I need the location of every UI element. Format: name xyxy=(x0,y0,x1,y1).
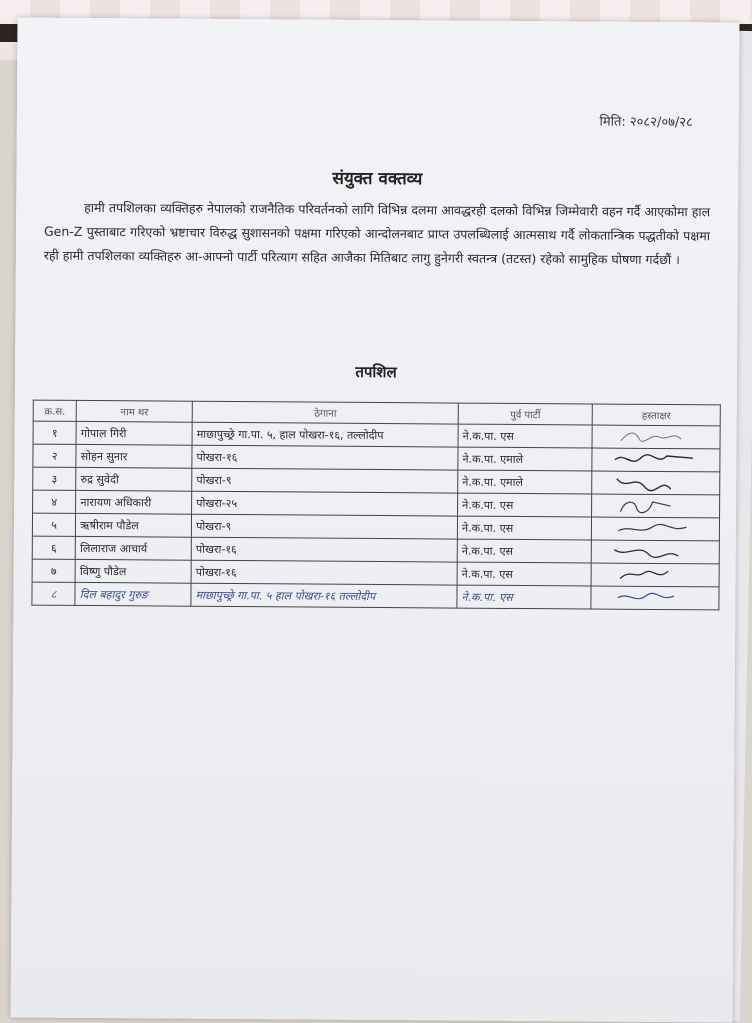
cell-sn: १ xyxy=(33,421,76,444)
cell-party: ने.क.पा. एस xyxy=(458,493,592,517)
cell-address: पोखरा-९ xyxy=(192,514,458,539)
details-heading: तपशिल xyxy=(355,362,397,382)
cell-sn: ७ xyxy=(32,559,75,582)
cell-signature xyxy=(591,540,719,564)
cell-party: ने.क.पा. एस xyxy=(457,539,591,563)
signatories-table xyxy=(31,400,720,611)
signature-icon xyxy=(596,496,715,517)
cell-address: पोखरा-१६ xyxy=(192,445,458,470)
cell-sn: ६ xyxy=(32,536,75,559)
signature-icon xyxy=(596,565,715,586)
header-name: नाम थर xyxy=(76,400,192,422)
cell-party: ने.क.पा. एमाले xyxy=(458,447,592,471)
signature-icon xyxy=(597,427,716,448)
header-party: पुर्व पार्टी xyxy=(458,403,592,425)
cell-address: माछापुच्छ्रे गा.पा. ५, हाल पोखरा-१६, तल्लोदीप xyxy=(192,422,458,447)
cell-name: रुद्र सुवेदी xyxy=(76,467,192,491)
document-date: मिति: २०८२/०७/२८ xyxy=(599,114,693,131)
cell-party: ने.क.पा. एस xyxy=(457,585,591,609)
document-page xyxy=(11,17,740,1022)
cell-signature xyxy=(592,425,720,449)
signature-icon xyxy=(596,450,715,471)
cell-name: सोहन सुनार xyxy=(76,444,192,468)
cell-signature xyxy=(592,494,720,518)
cell-name: नारायण अधिकारी xyxy=(76,490,192,514)
header-sn: क्र.स. xyxy=(33,400,76,421)
signature-icon xyxy=(596,473,715,494)
cell-address: माछापुच्छ्रे गा.पा. ५ हाल पोखरा-१६ तल्लोदीप xyxy=(191,583,457,608)
cell-sn: ८ xyxy=(32,582,75,605)
cell-sn: ५ xyxy=(32,513,75,536)
signature-icon xyxy=(596,519,715,540)
cell-signature xyxy=(591,563,719,587)
cell-address: पोखरा-१६ xyxy=(191,560,457,585)
cell-party: ने.क.पा. एस xyxy=(458,424,592,448)
signature-icon xyxy=(595,588,714,609)
cell-sn: ३ xyxy=(33,467,76,490)
header-address: ठेगाना xyxy=(192,401,458,424)
cell-name: दिल बहादुर गुरुङ xyxy=(75,582,191,606)
cell-name: विष्णु पौडेल xyxy=(75,559,191,583)
cell-signature xyxy=(592,471,720,495)
statement-paragraph: हामी तपशिलका व्यक्तिहरु नेपालको राजनैतिक परिवर्तनको लागि विभिन्न दलमा आवद्धरही दलको विभिन्न जिम्मेवारी वहन गर्दै आएकोमा हाल Gen-Z पुस्ताबाट गरिएको भ्रष्टाचार विरुद्ध सुशासनको पक्षमा गरिएको आन्दोलनबाट प्राप्त उपलब्धिलाई आत्मसाथ गर्दै लोकतान्त्रिक पद्धतीको पक्षमा रही हामी तपशिलका व्यक्तिहरु आ-आफ्नो पार्टी परित्याग सहित आजैका मितिबाट लागु हुनेगरी स्वतन्त्र (तटस्त) रहेको सामुहिक घोषणा गर्दछौं । xyxy=(43,199,711,268)
cell-party: ने.क.पा. एस xyxy=(457,516,591,540)
document-title: संयुक्त वक्तव्य xyxy=(332,168,423,190)
cell-party: ने.क.पा. एस xyxy=(457,562,591,586)
signature-icon xyxy=(596,542,715,563)
cell-name: गोपाल गिरी xyxy=(76,421,192,445)
cell-name: लिलाराज आचार्य xyxy=(76,536,192,560)
cell-name: ऋषीराम पौडेल xyxy=(76,513,192,537)
cell-party: ने.क.पा. एमाले xyxy=(458,470,592,494)
cell-signature xyxy=(591,586,719,610)
cell-signature xyxy=(592,448,720,472)
cell-sn: २ xyxy=(33,444,76,467)
cell-address: पोखरा-९ xyxy=(192,468,458,493)
cell-signature xyxy=(591,517,719,541)
cell-sn: ४ xyxy=(33,490,76,513)
cell-address: पोखरा-२५ xyxy=(192,491,458,516)
table-row xyxy=(32,582,719,610)
cell-address: पोखरा-१६ xyxy=(191,537,457,562)
header-signature: हस्ताक्षर xyxy=(592,404,720,426)
